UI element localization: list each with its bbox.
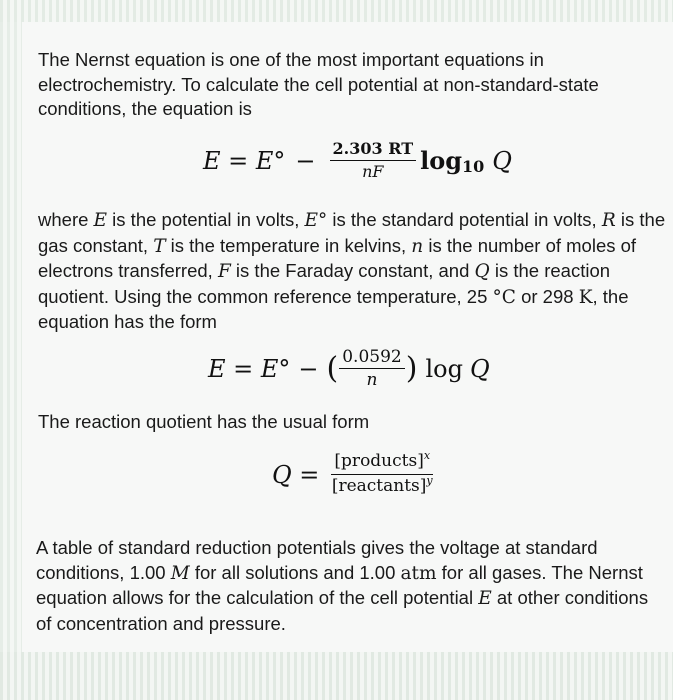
eq1-log: log [420,146,463,175]
top-border-stripe [0,0,673,22]
unit-atm: atm [400,562,437,584]
eq3-numerator [331,449,433,475]
left-border-stripe [0,22,22,652]
text-span: is the number of moles of electrons transferred, [38,234,637,281]
eq3-denominator [332,475,433,497]
eq1-arg: Q [492,146,512,175]
text-span: , the equation has the form [38,285,629,332]
text-span: is the temperature in kelvins, [165,234,412,256]
eq1-fraction [330,140,417,181]
eq3-lhs: Q = [272,460,320,489]
text-span: for all solutions and 1.00 [189,561,401,583]
eq1-log-base: 10 [462,157,485,176]
eq3-numerator-text: [products] [334,451,424,471]
eq1-numerator: 2.303 RT [330,140,417,161]
var-n: n [411,235,424,257]
text-span: is the gas constant, [38,209,666,256]
eq1-lhs: E = E° [203,146,286,175]
text-span: is the reaction quotient. Using the common reference temperature, 25 [38,260,611,307]
eq3-numerator-exponent: x [423,449,431,462]
unit-celsius: °C [492,286,516,308]
eq2-arg: Q [469,354,490,383]
nernst-general-equation [203,140,512,181]
quotient-intro-paragraph: The reaction quotient has the usual form [38,411,370,432]
unit-molar: M [170,562,190,584]
eq2-minus: − [298,354,319,383]
text-span: at other conditions of concentration and pressure. [36,587,649,634]
eq3-fraction [331,449,433,497]
eq2-denominator: n [366,370,378,390]
bottom-border-stripe [0,652,673,700]
text-span: where [38,209,94,230]
eq2-numerator: 0.0592 [339,348,404,369]
var-T: T [153,235,166,257]
eq2-log: log [425,354,463,383]
var-F: F [217,261,231,282]
unit-kelvin: K [578,286,593,308]
text-span: for all gases. The Nernst equation allows for the calculation of the cell potential [36,561,643,608]
var-Q: Q [474,261,490,282]
var-E0: E° [304,210,328,231]
text-span: is the Faraday constant, and [230,260,475,281]
definitions-paragraph [38,208,668,335]
var-E: E [478,588,492,609]
nernst-298-equation [208,348,490,389]
eq2-close-paren: ) [405,351,418,386]
var-R: R [601,210,616,231]
var-E: E [93,210,108,231]
text-span: or 298 [515,285,579,307]
text-span: A table of standard reduction potentials gives the voltage at standard conditions, 1.00 [36,537,598,583]
eq2-fraction [339,348,404,389]
standard-conditions-paragraph [36,536,666,636]
text-span: is the standard potential in volts, [327,209,602,230]
eq1-denominator: nF [362,162,384,181]
eq3-denominator-text: [reactants] [331,476,427,496]
text-span: is the potential in volts, [107,209,305,230]
eq3-denominator-exponent: y [426,474,433,487]
intro-paragraph: The Nernst equation is one of the most important equations in electrochemistry. To calculate the cell potential at non-standard-state conditions, the equation is [38,49,599,119]
eq2-open-paren: ( [326,351,339,386]
eq1-minus: − [295,146,316,175]
eq2-lhs: E = E° [208,354,291,383]
reaction-quotient-equation [272,449,437,497]
